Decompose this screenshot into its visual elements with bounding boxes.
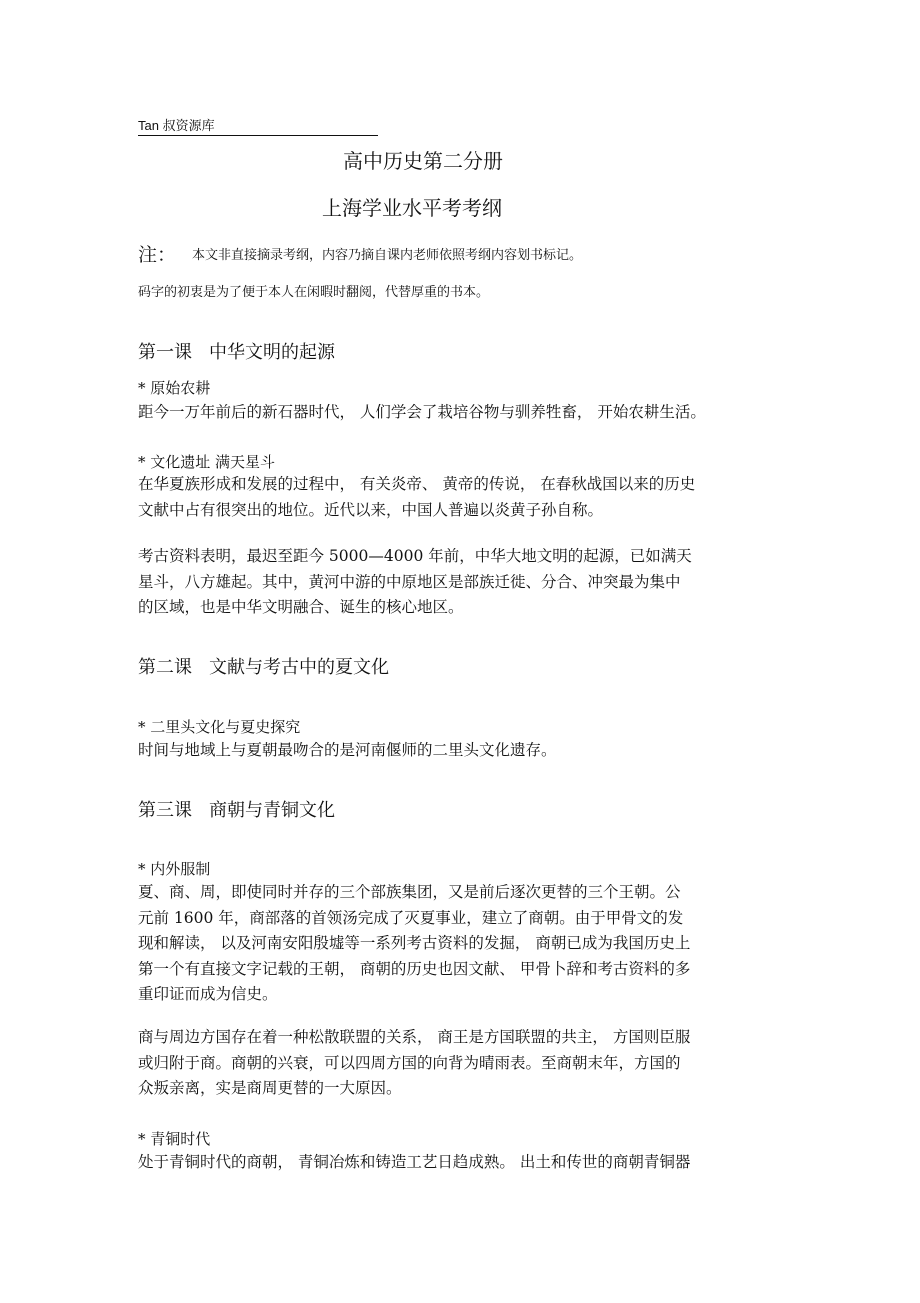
lesson-title: 商朝与青铜文化 (209, 800, 335, 821)
paragraph (138, 1150, 778, 1176)
paragraph-line: 时间与地域上与夏朝最吻合的是河南偃师的二里头文化遗存。 (138, 741, 557, 759)
paragraph-line: 现和解读， 以及河南安阳殷墟等一系列考古资料的发掘， 商朝已成为我国历史上 (138, 934, 691, 952)
paragraph-line: 在华夏族形成和发展的过程中， 有关炎帝、 黄帝的传说， 在春秋战国以来的历史 (138, 475, 696, 493)
lesson-2-heading (138, 655, 389, 681)
paragraph-line: 夏、商、周，即使同时并存的三个部族集团，又是前后逐次更替的三个王朝。公 (138, 883, 681, 901)
paragraph-line: 距今一万年前后的新石器时代， 人们学会了栽培谷物与驯养牲畜， 开始农耕生活。 (138, 403, 706, 421)
note-text-2: 码字的初衷是为了便于本人在闲暇时翻阅，代替厚重的书本。 (138, 285, 490, 300)
section-heading: * 内外服制 (138, 860, 211, 878)
lesson-number: 第三课 (138, 800, 192, 821)
paragraph-line: 文献中占有很突出的地位。近代以来，中国人普遍以炎黄子孙自称。 (138, 500, 604, 519)
paragraph-line: 重印证而成为信史。 (138, 985, 278, 1003)
paragraph (138, 400, 778, 426)
lesson-1-heading (138, 340, 335, 366)
section-heading: * 二里头文化与夏史探究 (138, 718, 301, 736)
lesson-number: 第二课 (138, 657, 192, 678)
paragraph (138, 544, 778, 621)
paragraph (138, 1025, 778, 1102)
paragraph-line: 考古资料表明，最迟至距今 5000—4000 年前，中华大地文明的起源，已如满天 (138, 547, 692, 565)
paragraph-line: 的区域，也是中华文明融合、诞生的核心地区。 (138, 598, 464, 616)
paragraph-line: 处于青铜时代的商朝， 青铜冶炼和铸造工艺日趋成熟。 出土和传世的商朝青铜器 (138, 1153, 691, 1171)
source-header: Tan 叔资源库 (138, 118, 378, 136)
lesson-3-heading (138, 798, 335, 824)
paragraph-line: 第一个有直接文字记载的王朝， 商朝的历史也因文献、 甲骨卜辞和考古资料的多 (138, 959, 691, 978)
document-subtitle: 上海学业水平考考纲 (322, 196, 502, 220)
paragraph (138, 472, 778, 523)
note-label: 注： (138, 244, 177, 266)
section-heading: * 文化遗址 满天星斗 (138, 453, 276, 471)
lesson-title: 文献与考古中的夏文化 (209, 657, 389, 678)
paragraph (138, 880, 778, 1008)
paragraph-line: 商与周边方国存在着一种松散联盟的关系， 商王是方国联盟的共主， 方国则臣服 (138, 1028, 691, 1046)
note-text: 本文非直接摘录考纲，内容乃摘自课内老师依照考纲内容划书标记。 (192, 248, 583, 263)
note (138, 243, 582, 268)
paragraph-line: 星斗，八方雄起。其中，黄河中游的中原地区是部族迁徙、分合、冲突最为集中 (138, 572, 681, 591)
lesson-number: 第一课 (138, 342, 192, 363)
paragraph (138, 738, 778, 764)
lesson-title: 中华文明的起源 (209, 342, 335, 363)
paragraph-line: 或归附于商。商朝的兴衰，可以四周方国的向背为晴雨表。至商朝末年，方国的 (138, 1053, 681, 1072)
document-title: 高中历史第二分册 (343, 149, 503, 173)
section-heading: * 原始农耕 (138, 379, 211, 397)
paragraph-line: 元前 1600 年，商部落的首领汤完成了灭夏事业，建立了商朝。由于甲骨文的发 (138, 908, 684, 927)
section-heading: * 青铜时代 (138, 1130, 211, 1148)
paragraph-line: 众叛亲离，实是商周更替的一大原因。 (138, 1079, 402, 1097)
